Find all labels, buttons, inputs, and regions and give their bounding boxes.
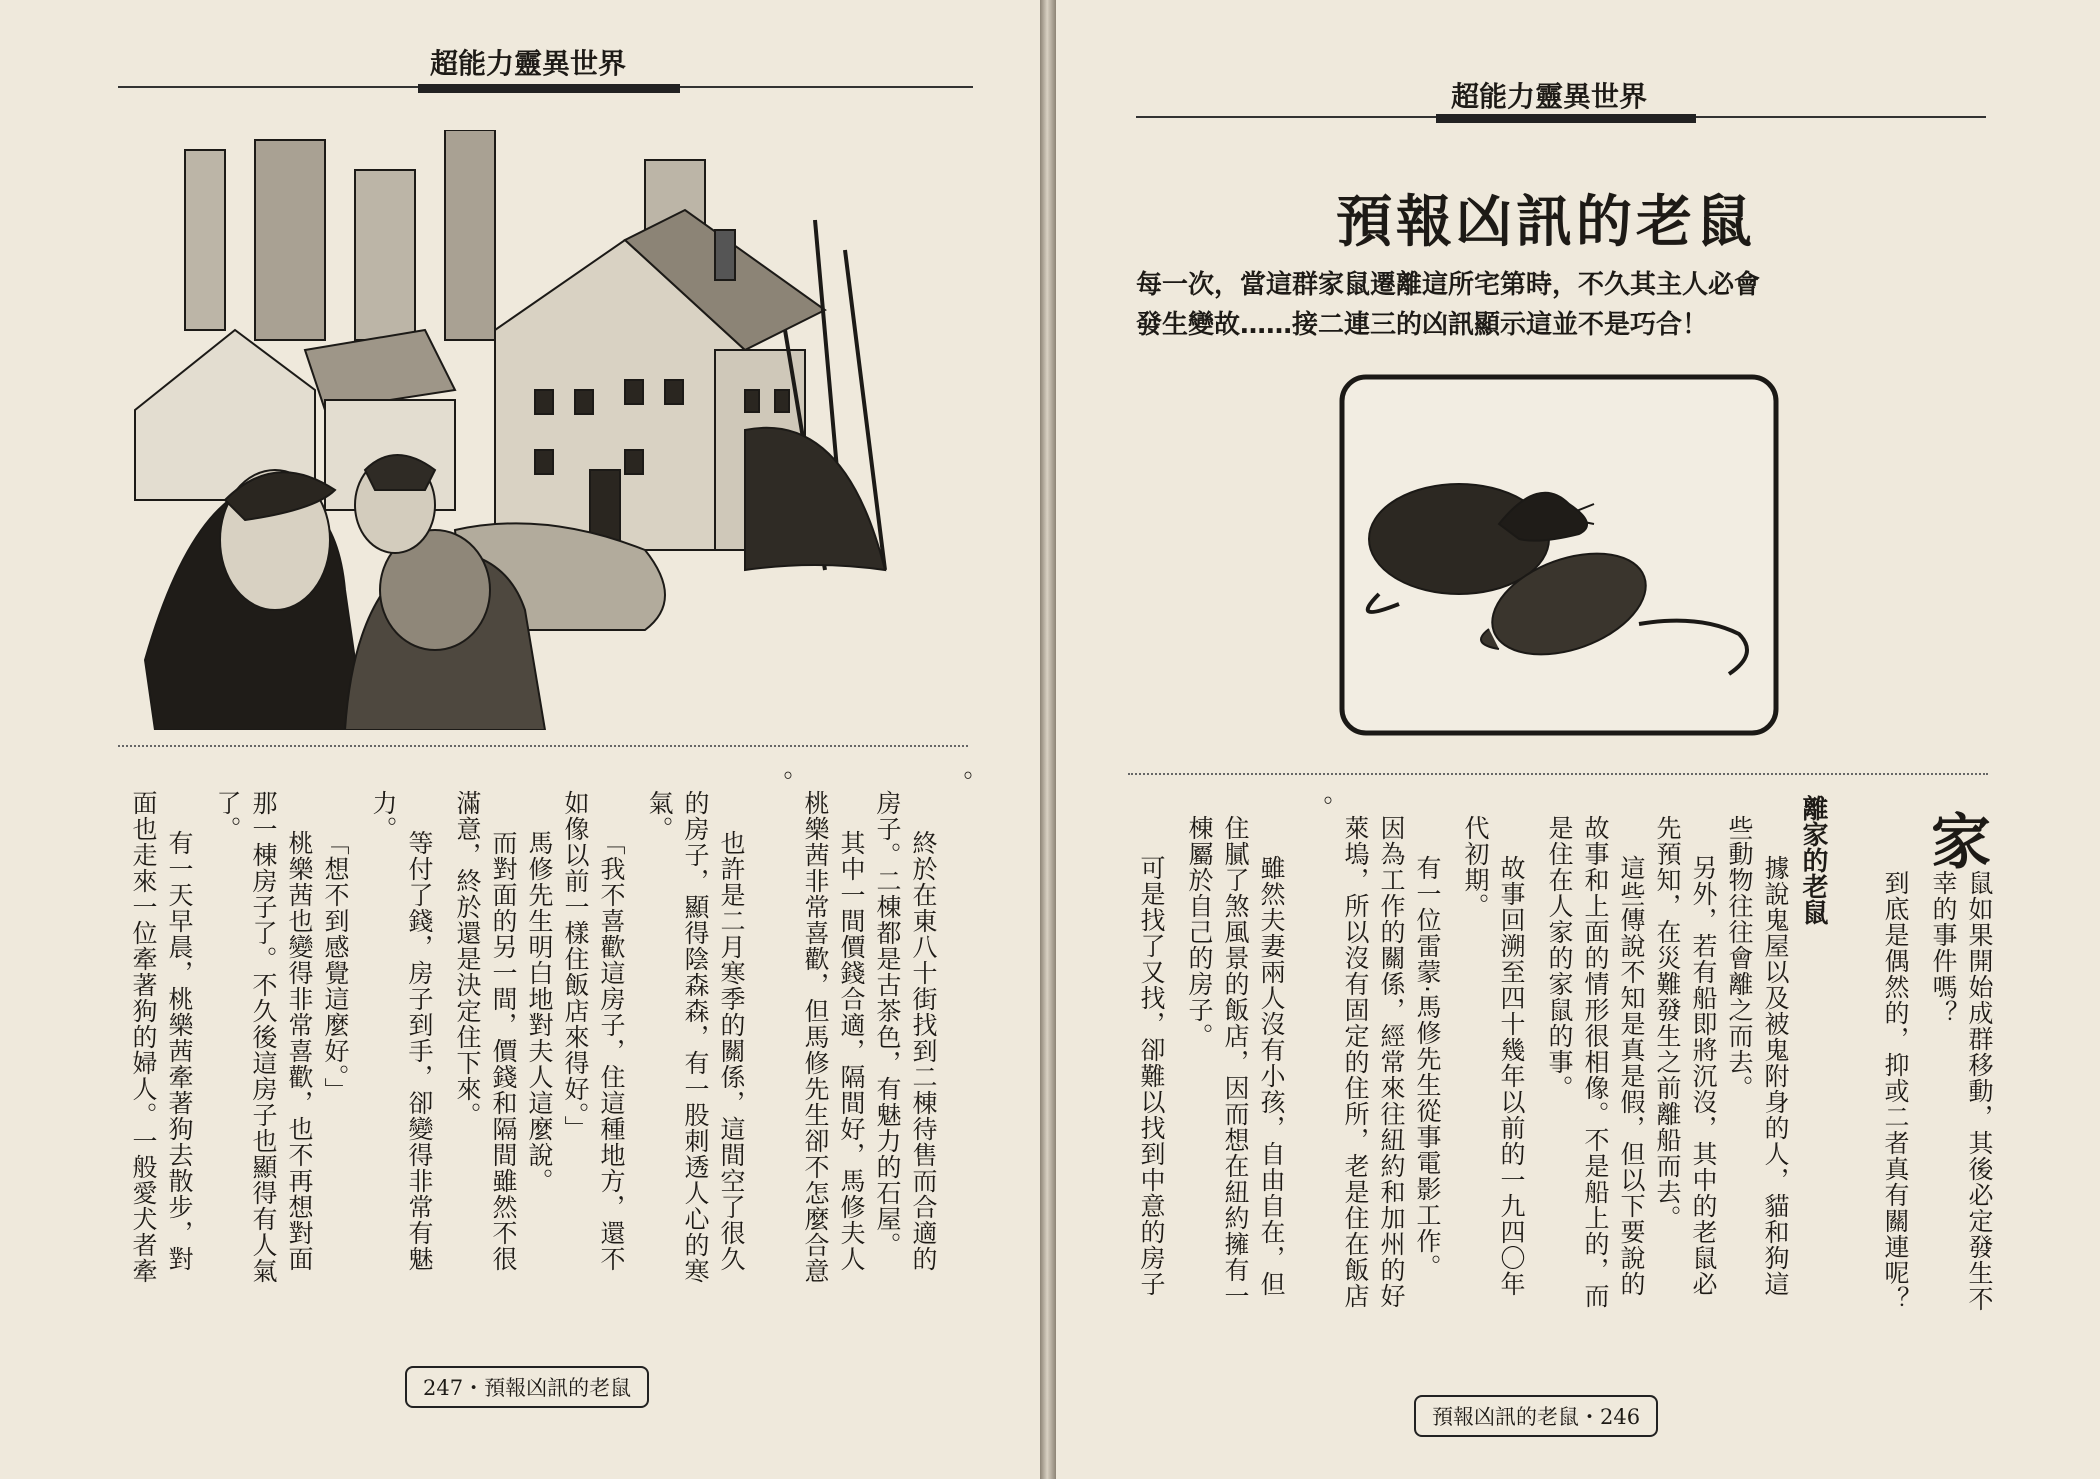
divider-left [118,745,968,747]
running-header-left: 超能力靈異世界 [430,47,627,80]
text-column: 代初期。 [1461,815,1490,919]
divider-right [1128,773,1988,775]
text-column: 滿意，終於還是決定住下來。 [453,790,482,1128]
text-column: 桃樂茜也變得非常喜歡，也不再想對面 [285,830,314,1272]
article-lead [1136,265,1760,345]
text-column: 有一天早晨，桃樂茜牽著狗去散步，對 [165,830,194,1272]
page-footer-left: 247・預報凶訊的老鼠 [405,1366,649,1408]
text-column: 鼠如果開始成群移動，其後必定發生不 [1965,870,1994,1312]
lead-line: 發生變故……接二連三的凶訊顯示這並不是巧合！ [1136,310,1709,340]
drop-cap: 家 [1931,808,1991,878]
text-column: 有一位雷蒙·馬修先生從事電影工作。 [1413,855,1442,1280]
text-column: 如像以前一樣住飯店來得好。」 [561,790,590,1142]
text-column: 萊塢，所以沒有固定的住所，老是住在飯店 [1341,815,1370,1309]
text-column: 了。 [213,790,242,842]
text-column: 的房子，顯得陰森森，有一股刺透人心的寒 [681,790,710,1284]
header-bar-right [1436,114,1696,123]
text-column: 因為工作的關係，經常來往紐約和加州的好 [1377,815,1406,1309]
header-bar-left [418,84,680,93]
text-column: 。 [945,770,974,796]
lead-line: 每一次，當這群家鼠遷離這所宅第時，不久其主人必會 [1136,270,1761,300]
text-column: 等付了錢，房子到手，卻變得非常有魅 [405,830,434,1272]
left-page [0,0,1040,1479]
text-column: 另外，若有船即將沉沒，其中的老鼠必 [1689,855,1718,1297]
text-column: 面也走來一位牽著狗的婦人。一般愛犬者牽 [129,790,158,1284]
text-column: 故事回溯至四十幾年以前的一九四〇年 [1497,855,1526,1297]
text-column: 。 [765,770,794,796]
text-column: 這些傳說不知是真是假，但以下要說的 [1617,855,1646,1297]
text-column: 是住在人家的家鼠的事。 [1545,815,1574,1101]
text-column: 其中一間價錢合適，隔間好，馬修夫人 [837,830,866,1272]
text-column: 馬修先生明白地對夫人這麼說。 [525,830,554,1194]
article-title: 預報凶訊的老鼠 [1336,190,1756,255]
text-column: 雖然夫妻兩人沒有小孩，自由自在，但 [1257,855,1286,1297]
section-subhead: 離家的老鼠 [1798,795,1828,925]
text-column: 那一棟房子了。不久後這房子也顯得有人氣 [249,790,278,1284]
text-column: 「我不喜歡這房子，住這種地方，還不 [597,830,626,1272]
text-column: 到底是偶然的，抑或二者真有關連呢？ [1881,870,1910,1312]
text-column: 幸的事件嗎？ [1929,870,1958,1026]
text-column: 先預知，在災難發生之前離船而去。 [1653,815,1682,1231]
text-column: 故事和上面的情形很相像。不是船上的，而 [1581,815,1610,1309]
text-column: 力。 [369,790,398,842]
text-column: 終於在東八十街找到二棟待售而合適的 [909,830,938,1272]
right-page [1056,0,2100,1479]
text-column: 也許是二月寒季的關係，這間空了很久 [717,830,746,1272]
text-column: 據說鬼屋以及被鬼附身的人，貓和狗這 [1761,855,1790,1297]
house-illustration [125,130,985,730]
rat-illustration [1339,374,1779,736]
text-column: 「想不到感覺這麼好。」 [321,830,350,1104]
text-column: 房子。二棟都是古茶色，有魅力的石屋。 [873,790,902,1258]
book-spine [1040,0,1056,1479]
text-column: 可是找了又找，卻難以找到中意的房子 [1137,855,1166,1297]
text-column: 住膩了煞風景的飯店，因而想在紐約擁有一 [1221,815,1250,1309]
text-column: 而對面的另一間，價錢和隔間雖然不很 [489,830,518,1272]
text-column: 桃樂茜非常喜歡，但馬修先生卻不怎麼合意 [801,790,830,1284]
text-column: 棟屬於自己的房子。 [1185,815,1214,1049]
page-footer-right: 預報凶訊的老鼠・246 [1414,1395,1658,1437]
running-header-right: 超能力靈異世界 [1451,80,1648,113]
text-column: 。 [1305,795,1334,821]
text-column: 些動物往往會離之而去。 [1725,815,1754,1101]
text-column: 氣。 [645,790,674,842]
